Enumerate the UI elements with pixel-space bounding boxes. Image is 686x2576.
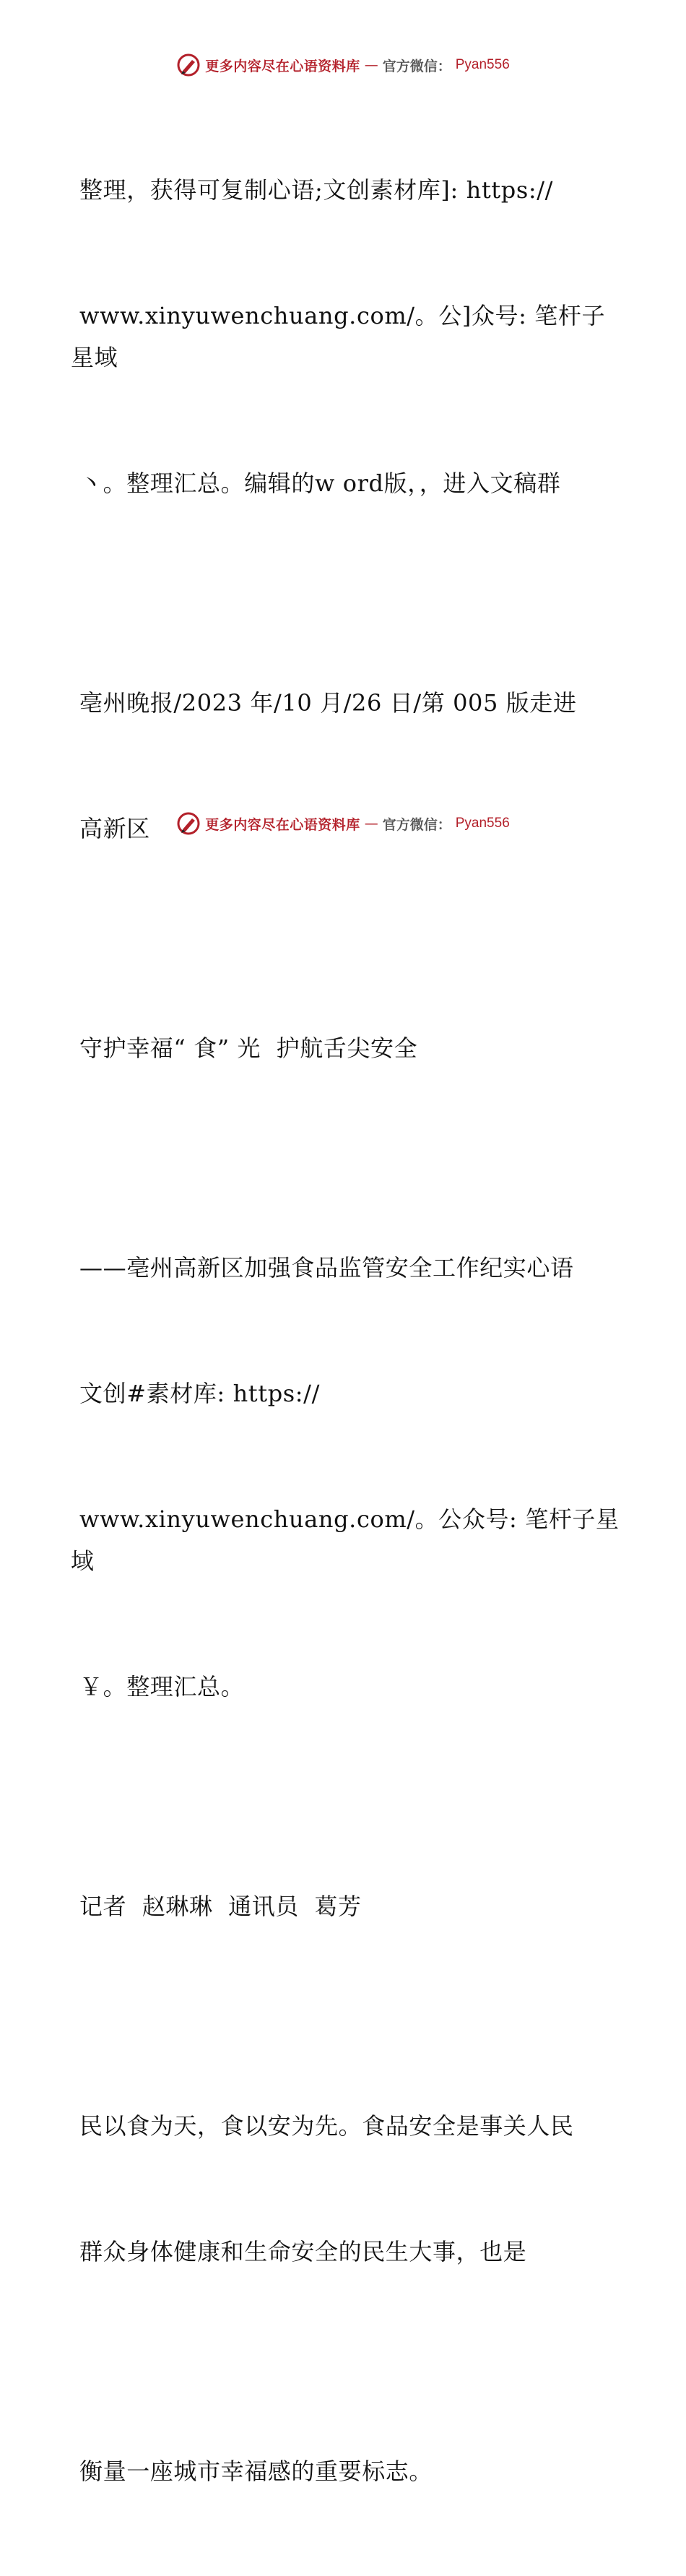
banner-wechat-id: Pyan556	[455, 57, 510, 72]
text-line: 亳州晚报/2023 年/10 月/26 日/第 005 版走进	[79, 689, 577, 717]
text-line: www.xinyuwenchuang.com/。公]众号: 笔杆子星域	[71, 302, 606, 371]
footer-banner	[0, 809, 686, 838]
banner-official-label: 官方微信：	[382, 58, 451, 74]
paragraph-conclusion	[71, 2367, 620, 2576]
banner-text: 更多内容尽在心语资料库	[205, 816, 360, 833]
banner-official-label: 官方微信：	[382, 816, 451, 833]
text-line: 记者 赵琳琳 通讯员 葛芳	[79, 1893, 362, 1920]
header-banner	[0, 51, 686, 79]
paragraph-intro	[71, 2021, 620, 2356]
text-line: 民以食为天，食以安为先。食品安全是事关人民	[79, 2112, 574, 2140]
text-line: ——亳州高新区加强食品监管安全工作纪实心语	[79, 1254, 574, 1281]
text-line: www.xinyuwenchuang.com/。公众号: 笔杆子星域	[71, 1505, 620, 1575]
text-line: 衡量一座城市幸福感的重要标志。	[79, 2458, 433, 2485]
pen-logo-icon	[176, 53, 201, 77]
text-line: 文创#素材库: https://	[79, 1380, 320, 1407]
pen-logo-icon	[176, 811, 201, 836]
text-line: 守护幸福“ 食” 光 护航舌尖安全	[79, 1034, 418, 1062]
banner-dash: —	[364, 57, 378, 73]
byline	[71, 1802, 620, 2011]
banner-dash: —	[364, 816, 378, 831]
text-line: 整理，获得可复制心语;文创素材库]: https://	[79, 176, 553, 204]
banner-wechat-id: Pyan556	[455, 816, 510, 831]
paragraph-source-note	[71, 85, 620, 588]
article-title	[71, 943, 620, 1153]
document-body	[71, 85, 620, 2576]
banner-text: 更多内容尽在心语资料库	[205, 58, 360, 74]
text-line: 群众身体健康和生命安全的民生大事，也是	[79, 2238, 527, 2265]
text-line: 高新区	[79, 815, 150, 842]
text-line: ￥。整理汇总。	[79, 1673, 245, 1700]
text-line: 丶。整理汇总。编辑的w ord版，，进入文稿群	[79, 470, 561, 497]
paragraph-publication-info	[71, 598, 620, 933]
article-subtitle	[71, 1163, 620, 1791]
